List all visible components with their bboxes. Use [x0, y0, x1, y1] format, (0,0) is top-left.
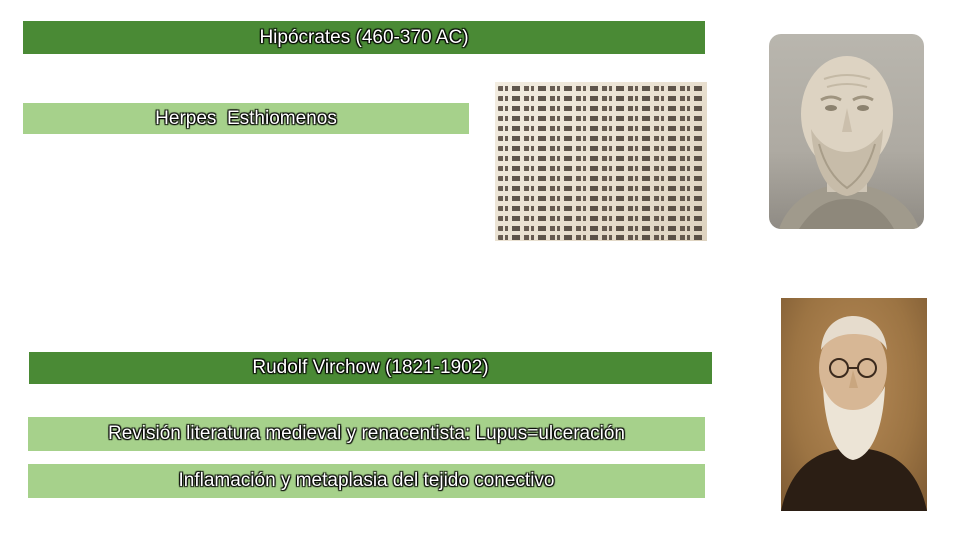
revision-literatura-label: Revisión literatura medieval y renacentista: Lupus=ulceración [108, 423, 625, 444]
hippocrates-bust-photo [769, 34, 924, 229]
hipocrates-title: Hipócrates (460-370 AC) [259, 26, 469, 48]
manuscript-text-image [495, 82, 707, 241]
virchow-title-bar [29, 352, 712, 384]
virchow-title: Rudolf Virchow (1821-1902) [252, 357, 489, 378]
virchow-portrait-illustration [781, 298, 927, 511]
hippocrates-bust-illustration [769, 34, 924, 229]
hipocrates-title-bar [23, 21, 705, 54]
inflamacion-metaplasia-label: Inflamación y metaplasia del tejido conectivo [178, 470, 555, 491]
revision-literatura-bar [28, 417, 705, 451]
herpes-esthiomenos-label: Herpes Esthiomenos [155, 107, 337, 129]
inflamacion-metaplasia-bar [28, 464, 705, 498]
herpes-esthiomenos-bar [23, 103, 469, 134]
virchow-portrait-photo [781, 298, 927, 511]
